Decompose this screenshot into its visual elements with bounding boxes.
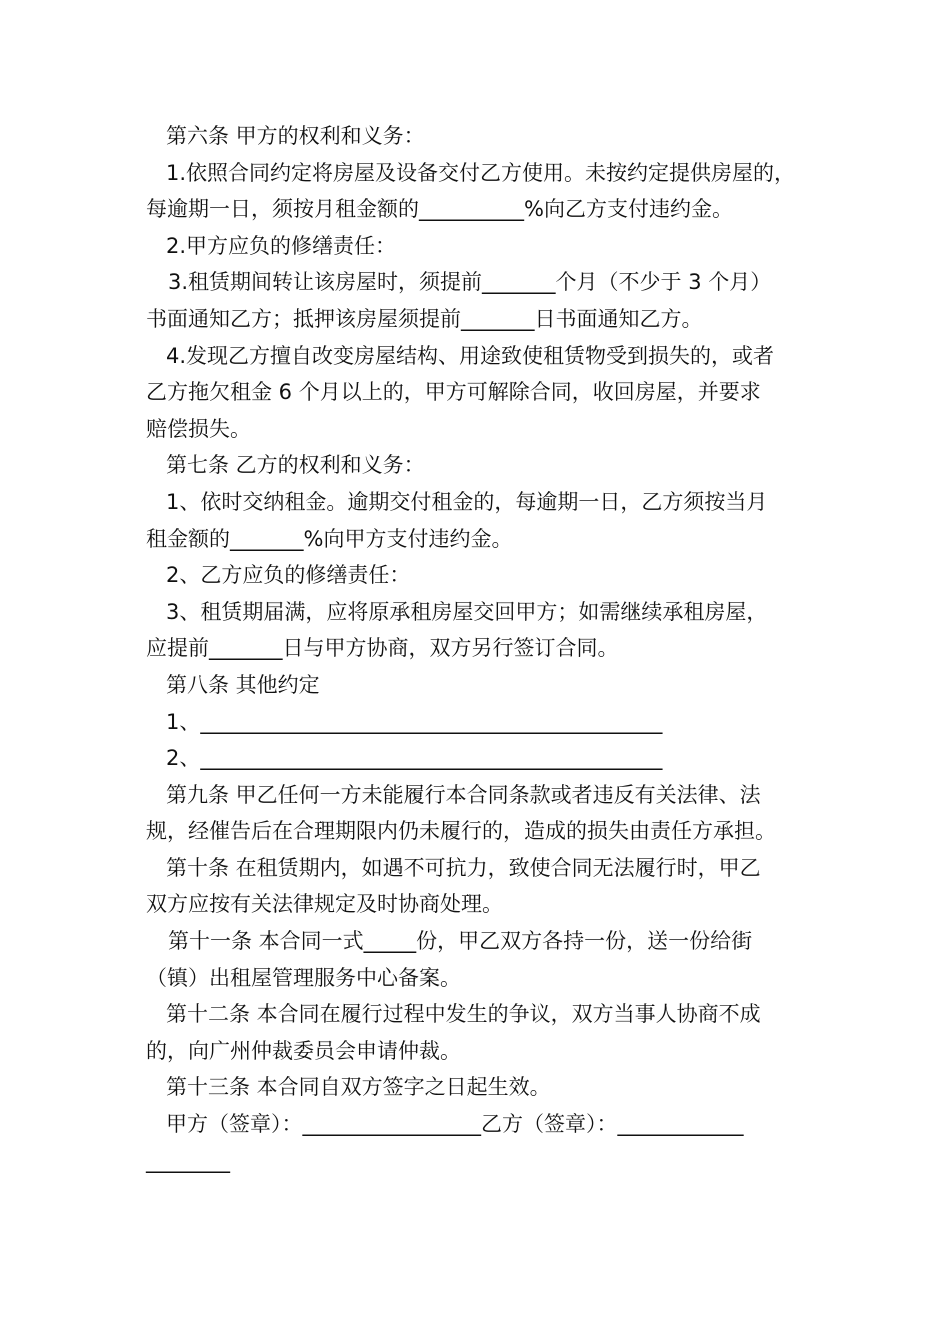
article-11: 第十一条 本合同一式_____份，甲乙双方各持一份，送一份给街 bbox=[168, 929, 753, 954]
article-12: 第十二条 本合同在履行过程中发生的争议，双方当事人协商不成 bbox=[166, 1002, 761, 1027]
article-6-clause-1-cont: 每逾期一日，须按月租金额的__________%向乙方支付违约金。 bbox=[146, 197, 733, 222]
article-13: 第十三条 本合同自双方签字之日起生效。 bbox=[166, 1075, 551, 1100]
article-8-heading: 第八条 其他约定 bbox=[166, 672, 320, 697]
article-7-clause-3: 3、租赁期届满，应将原承租房屋交回甲方；如需继续承租房屋， bbox=[166, 599, 768, 624]
article-6-clause-1: 1.依照合同约定将房屋及设备交付乙方使用。未按约定提供房屋的， bbox=[166, 160, 796, 185]
article-10: 第十条 在租赁期内，如遇不可抗力，致使合同无法履行时，甲乙 bbox=[166, 855, 761, 880]
article-6-clause-4: 4.发现乙方擅自改变房屋结构、用途致使租赁物受到损失的，或者 bbox=[166, 343, 775, 368]
article-6-clause-2: 2.甲方应负的修缮责任： bbox=[166, 233, 397, 258]
signature-line-cont: ________ bbox=[146, 1148, 230, 1173]
article-9-cont: 规，经催告后在合理期限内仍未履行的，造成的损失由责任方承担。 bbox=[146, 819, 776, 844]
article-7-heading: 第七条 乙方的权利和义务： bbox=[166, 453, 425, 478]
article-11-cont: （镇）出租屋管理服务中心备案。 bbox=[146, 965, 461, 990]
article-6-clause-3-cont: 书面通知乙方；抵押该房屋须提前_______日书面通知乙方。 bbox=[146, 306, 703, 331]
contract-body bbox=[146, 118, 818, 1179]
article-7-clause-1-cont: 租金额的_______%向甲方支付违约金。 bbox=[146, 526, 513, 551]
article-6-clause-4-cont-2: 赔偿损失。 bbox=[146, 416, 251, 441]
article-6-clause-4-cont: 乙方拖欠租金 6 个月以上的，甲方可解除合同，收回房屋，并要求 bbox=[146, 380, 761, 405]
article-6-clause-3: 3.租赁期间转让该房屋时，须提前_______个月（不少于 3 个月） bbox=[168, 270, 772, 295]
signature-line: 甲方（签章）：_________________乙方（签章）：____________ bbox=[166, 1112, 744, 1137]
article-8-item-2: 2、____________________________________________ bbox=[166, 746, 663, 771]
article-7-clause-1: 1、依时交纳租金。逾期交付租金的，每逾期一日，乙方须按当月 bbox=[166, 489, 768, 514]
article-12-cont: 的，向广州仲裁委员会申请仲裁。 bbox=[146, 1038, 461, 1063]
article-9: 第九条 甲乙任何一方未能履行本合同条款或者违反有关法律、法 bbox=[166, 782, 761, 807]
article-7-clause-3-cont: 应提前_______日与甲方协商，双方另行签订合同。 bbox=[146, 636, 619, 661]
article-10-cont: 双方应按有关法律规定及时协商处理。 bbox=[146, 892, 503, 917]
article-7-clause-2: 2、乙方应负的修缮责任： bbox=[166, 563, 411, 588]
article-8-item-1: 1、____________________________________________ bbox=[166, 709, 663, 734]
article-6-heading: 第六条 甲方的权利和义务： bbox=[166, 124, 425, 148]
